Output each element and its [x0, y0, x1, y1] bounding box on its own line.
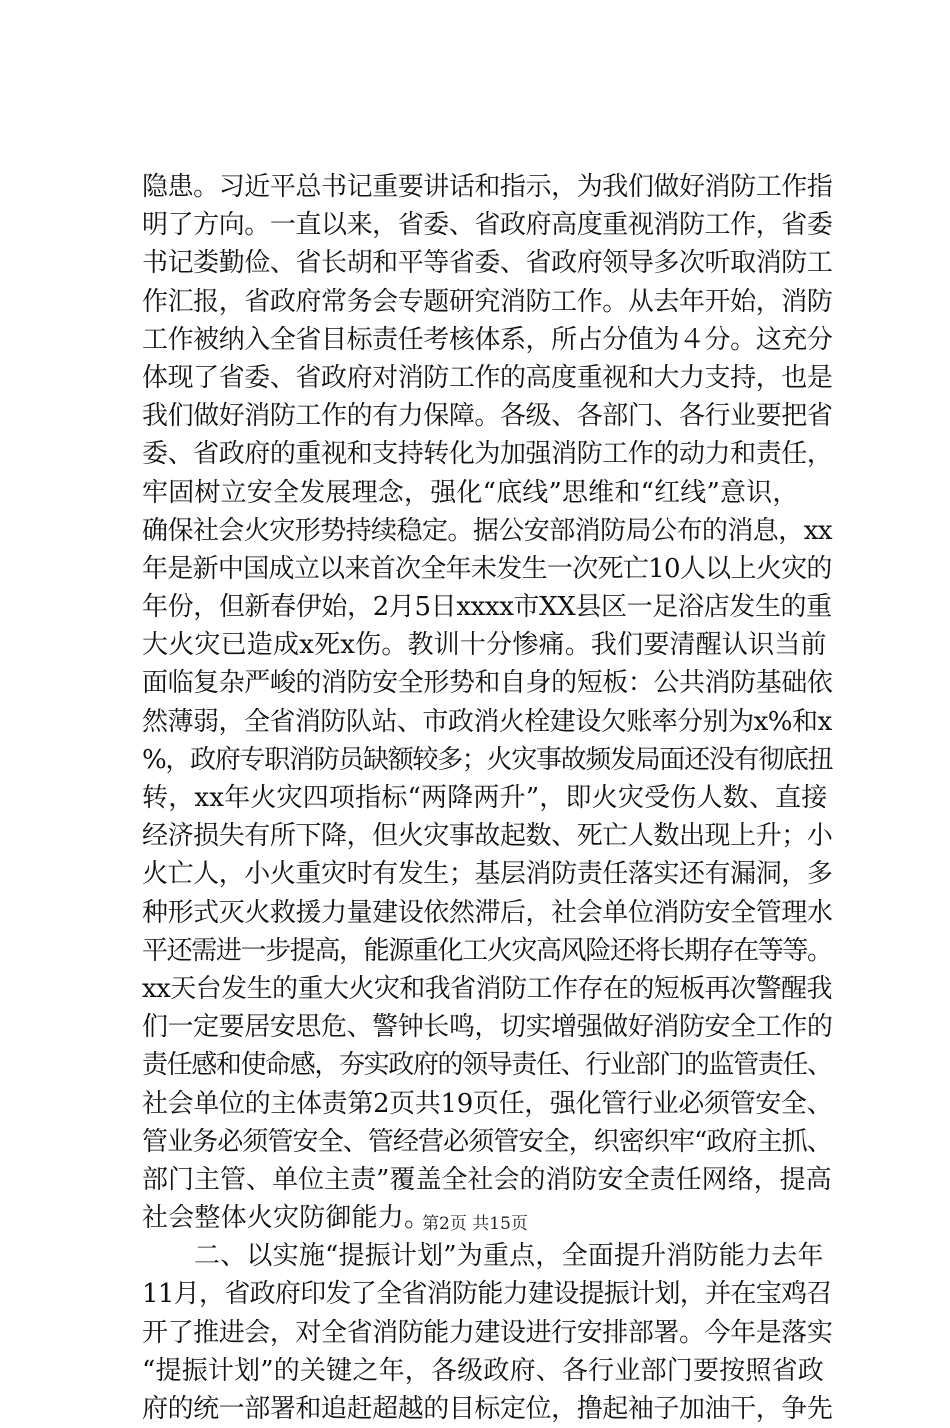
text-line: 委、省政府的重视和支持转化为加强消防工作的动力和责任，	[142, 439, 833, 470]
text-line: %，政府专职消防员缺额较多；火灾事故频发局面还没有彻底扭	[142, 744, 833, 775]
text-line: 开了推进会，对全省消防能力建设进行安排部署。今年是落实	[142, 1317, 833, 1348]
paragraph-start-line: 二、以实施“提振计划”为重点，全面提升消防能力去年	[194, 1241, 824, 1272]
text-line: 府的统一部署和追赶超越的目标定位，撸起袖子加油干，争先	[142, 1394, 833, 1424]
text-line: 转，xx年火灾四项指标“两降两升”，即火灾受伤人数、直接	[142, 783, 828, 813]
text-line: 社会整体火灾防御能力。	[142, 1203, 431, 1234]
text-line: 平还需进一步提高，能源重化工火灾高风险还将长期存在等等。	[142, 935, 832, 966]
text-line: 我们做好消防工作的有力保障。各级、各部门、各行业要把省	[142, 401, 833, 432]
text-line: 确保社会火灾形势持续稳定。据公安部消防局公布的消息，xx	[142, 515, 832, 546]
text-line: 然薄弱，全省消防队站、市政消火栓建设欠账率分别为x%和x	[142, 706, 832, 737]
text-line: 隐患。习近平总书记重要讲话和指示，为我们做好消防工作指	[142, 172, 833, 202]
text-line: 大火灾已造成x死x伤。教训十分惨痛。我们要清醒认识当前	[142, 630, 827, 661]
text-line: 11月，省政府印发了全省消防能力建设提振计划，并在宝鸡召	[142, 1279, 832, 1310]
text-line: 牢固树立安全发展理念，强化“底线”思维和“红线”意识，	[142, 477, 799, 508]
page-number-footer: 第2页 共15页	[422, 1214, 528, 1234]
text-line: 种形式灭火救援力量建设依然滞后，社会单位消防安全管理水	[142, 897, 833, 928]
text-line: 们一定要居安思危、警钟长鸣，切实增强做好消防安全工作的	[142, 1012, 833, 1043]
text-line: 工作被纳入全省目标责任考核体系，所占分值为４分。这充分	[142, 324, 833, 355]
text-line: 火亡人，小火重灾时有发生；基层消防责任落实还有漏洞，多	[142, 859, 833, 890]
text-line: 年是新中国成立以来首次全年未发生一次死亡10人以上火灾的	[142, 553, 832, 584]
body-text	[142, 168, 832, 1428]
text-line: 书记娄勤俭、省长胡和平等省委、省政府领导多次听取消防工	[142, 248, 833, 279]
text-line: 部门主管、单位主责”覆盖全社会的消防安全责任网络，提高	[142, 1164, 832, 1195]
text-line: 明了方向。一直以来，省委、省政府高度重视消防工作，省委	[142, 210, 833, 241]
text-line: xx天台发生的重大火灾和我省消防工作存在的短板再次警醒我	[142, 973, 832, 1004]
text-line: 面临复杂严峻的消防安全形势和自身的短板：公共消防基础依	[142, 668, 833, 699]
text-line: 经济损失有所下降，但火灾事故起数、死亡人数出现上升；小	[142, 821, 833, 852]
text-line: “提振计划”的关键之年，各级政府、各行业部门要按照省政	[142, 1355, 824, 1386]
text-line: 责任感和使命感，夯实政府的领导责任、行业部门的监管责任、	[142, 1050, 832, 1081]
text-line: 年份，但新春伊始，2月5日xxxx市XX县区一足浴店发生的重	[142, 592, 832, 623]
text-line: 社会单位的主体责第2页共19页任，强化管行业必须管安全、	[142, 1088, 833, 1119]
text-line: 作汇报，省政府常务会专题研究消防工作。从去年开始，消防	[142, 286, 833, 317]
text-line: 体现了省委、省政府对消防工作的高度重视和大力支持，也是	[142, 362, 833, 393]
text-line: 管业务必须管安全、管经营必须管安全，织密织牢“政府主抓、	[142, 1126, 832, 1157]
